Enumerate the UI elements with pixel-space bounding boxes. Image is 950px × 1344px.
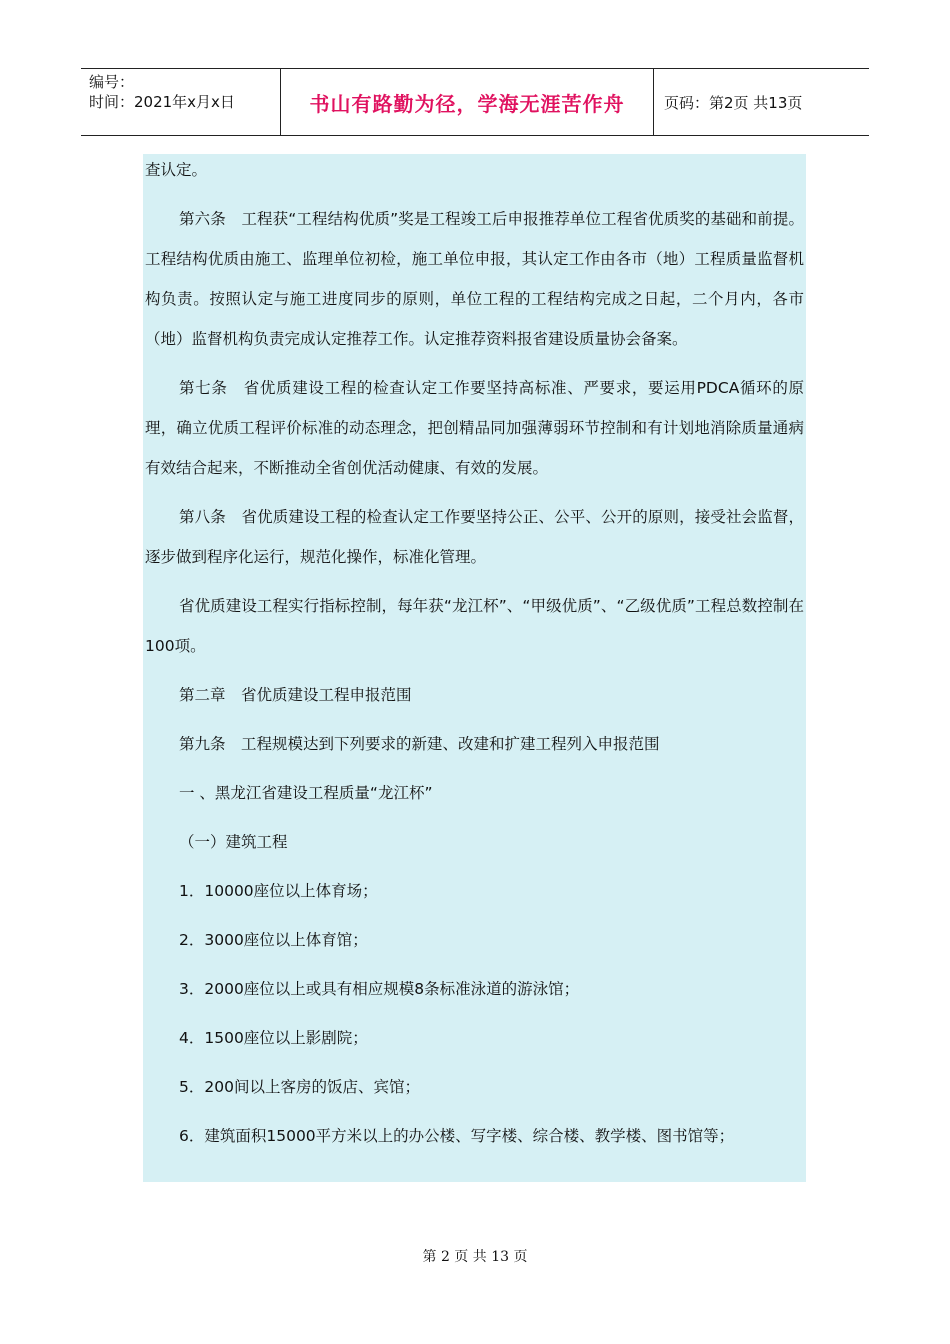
- paragraph: 第九条 工程规模达到下列要求的新建、改建和扩建工程列入申报范围: [179, 735, 660, 753]
- header-page-code: 页码：第2页 共13页: [664, 93, 803, 112]
- list-item: 2．3000座位以上体育馆；: [179, 931, 368, 949]
- number-label: 编号：: [89, 73, 135, 91]
- page-footer: 第 2 页 共 13 页: [422, 1249, 528, 1265]
- header-meta: [81, 69, 281, 135]
- list-item: 6．建筑面积15000平方米以上的办公楼、写字楼、综合楼、教学楼、图书馆等；: [179, 1127, 735, 1145]
- paragraph: 查认定。: [145, 161, 208, 179]
- section-heading: 一 、黑龙江省建设工程质量“龙江杯”: [179, 784, 433, 802]
- list-item: 3．2000座位以上或具有相应规模8条标准泳道的游泳馆；: [179, 980, 580, 998]
- list-item: 5．200间以上客房的饭店、宾馆；: [179, 1078, 420, 1096]
- header-motto: 书山有路勤为径，学海无涯苦作舟: [281, 69, 654, 135]
- page-header: [81, 68, 869, 136]
- paragraph: 第七条 省优质建设工程的检查认定工作要坚持高标准、严要求，要运用PDCA循环的原理，确立优质工程评价标准的动态理念，把创精品同加强薄弱环节控制和有计划地消除质量通病有效结合起来，不断推动全省创优活动健康、有效的发展。: [145, 379, 804, 477]
- time-label: 时间：2021年x月x日: [89, 93, 235, 111]
- paragraph: 第八条 省优质建设工程的检查认定工作要坚持公正、公平、公开的原则，接受社会监督，逐步做到程序化运行，规范化操作，标准化管理。: [145, 508, 804, 566]
- chapter-heading: 第二章 省优质建设工程申报范围: [179, 686, 412, 704]
- list-item: 4．1500座位以上影剧院；: [179, 1029, 368, 1047]
- paragraph: 第六条 工程获“工程结构优质”奖是工程竣工后申报推荐单位工程省优质奖的基础和前提。工程结构优质由施工、监理单位初检，施工单位申报，其认定工作由各市（地）工程质量监督机构负责。按照认定与施工进度同步的原则，单位工程的工程结构完成之日起，二个月内，各市（地）监督机构负责完成认定推荐工作。认定推荐资料报省建设质量协会备案。: [145, 210, 804, 348]
- subsection-heading: （一）建筑工程: [179, 833, 288, 851]
- paragraph: 省优质建设工程实行指标控制，每年获“龙江杯”、“甲级优质”、“乙级优质”工程总数控制在100项。: [145, 597, 804, 655]
- document-body: [143, 154, 806, 1182]
- list-item: 1．10000座位以上体育场；: [179, 882, 378, 900]
